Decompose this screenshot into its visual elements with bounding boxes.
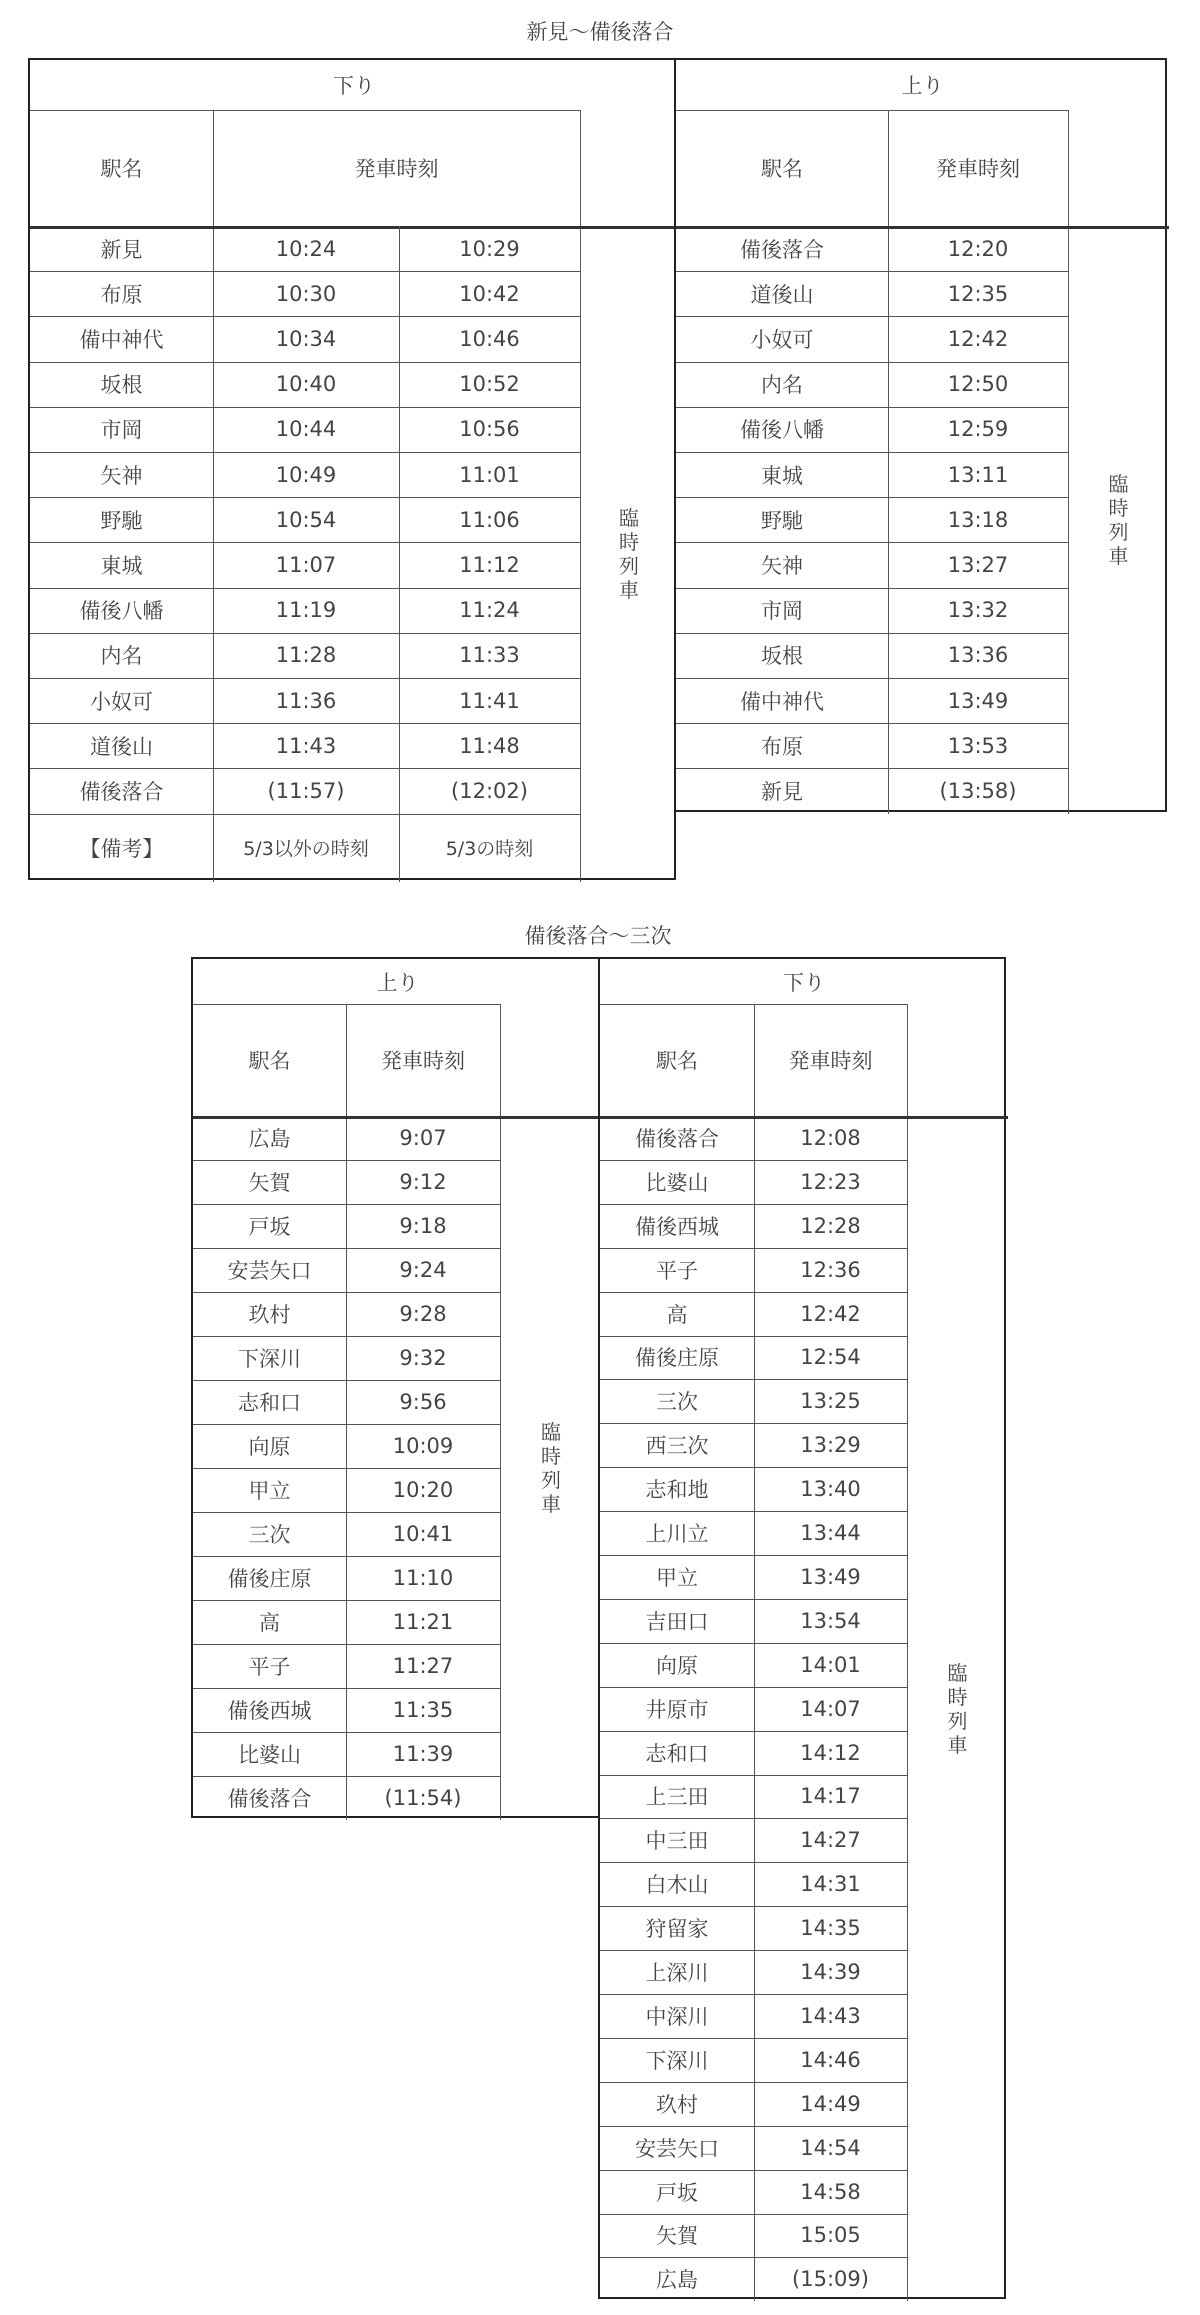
station-name: 野馳	[761, 508, 803, 533]
station-name: 志和口	[645, 1741, 709, 1766]
station-name: 比婆山	[645, 1170, 709, 1195]
departure-time: 11:43	[275, 733, 337, 758]
departure-time: 13:18	[947, 507, 1009, 532]
station-name: 平子	[656, 1258, 698, 1283]
departure-time: 13:44	[800, 1521, 861, 1546]
station-name: 安芸矢口	[227, 1259, 312, 1283]
departure-time: 11:19	[275, 598, 337, 623]
departure-time: 12:23	[800, 1169, 861, 1194]
departure-time: 11:41	[459, 688, 520, 713]
departure-time: 11:27	[392, 1654, 454, 1678]
station-name: 東城	[761, 463, 803, 488]
station-name: 上川立	[645, 1522, 709, 1547]
departure-time: 12:42	[947, 326, 1009, 351]
departure-time: 13:25	[800, 1389, 861, 1414]
departure-time: 11:35	[392, 1698, 454, 1722]
direction-label: 下り	[783, 970, 825, 995]
station-name: 白木山	[645, 1873, 709, 1898]
station-name: 甲立	[656, 1565, 698, 1590]
note-char: 臨	[947, 1660, 968, 1685]
departure-time: 10:42	[459, 281, 520, 306]
departure-time: 9:56	[399, 1390, 447, 1414]
note-char: 車	[619, 577, 639, 602]
station-name: 高	[259, 1611, 280, 1635]
station-name: 矢賀	[248, 1171, 291, 1195]
station-name: 玖村	[248, 1303, 291, 1327]
departure-time: 9:28	[399, 1302, 447, 1326]
departure-time: 14:01	[800, 1652, 861, 1677]
station-name: 道後山	[750, 282, 814, 307]
departure-time: 12:42	[800, 1301, 861, 1326]
station-column-header: 駅名	[100, 157, 143, 181]
station-name: 吉田口	[645, 1609, 709, 1634]
station-name: 新見	[761, 779, 803, 804]
departure-time: 9:12	[399, 1170, 447, 1194]
departure-time: 14:49	[800, 2091, 861, 2116]
departure-time: 10:30	[275, 281, 337, 306]
station-name: 市岡	[100, 418, 143, 443]
departure-time: 13:27	[947, 552, 1009, 577]
station-name: 井原市	[645, 1697, 709, 1722]
direction-label: 上り	[901, 74, 944, 98]
station-name: 坂根	[100, 373, 143, 398]
departure-time: 10:56	[459, 417, 520, 442]
departure-time: 13:49	[947, 688, 1009, 713]
departure-time: 14:35	[800, 1916, 861, 1941]
note-char: 列	[619, 553, 639, 578]
departure-time: 15:05	[800, 2223, 861, 2248]
station-name: 野馳	[100, 508, 143, 533]
departure-time: 14:43	[800, 2003, 861, 2028]
departure-time: 13:36	[947, 643, 1009, 668]
station-column-header: 駅名	[656, 1049, 698, 1073]
departure-time: 11:24	[459, 598, 520, 623]
departure-time: (11:57)	[267, 778, 345, 803]
note-char: 臨	[541, 1420, 561, 1444]
section-title: 備後落合～三次	[524, 924, 672, 948]
departure-time: 11:01	[459, 462, 520, 487]
departure-time-column-header: 発車時刻	[788, 1049, 873, 1073]
departure-time: (11:54)	[384, 1786, 462, 1810]
station-name: 中深川	[645, 2004, 709, 2029]
departure-time: 10:41	[392, 1522, 454, 1546]
departure-time: 11:28	[275, 643, 337, 668]
station-name: 向原	[656, 1653, 698, 1678]
departure-time: 10:49	[275, 462, 337, 487]
note-char: 列	[541, 1468, 561, 1492]
station-name: 三次	[248, 1523, 291, 1547]
departure-time: 12:35	[947, 281, 1009, 306]
station-name: 西三次	[645, 1434, 709, 1459]
departure-time: 11:39	[392, 1742, 454, 1766]
station-name: 備後落合	[740, 237, 824, 262]
departure-time: 12:08	[800, 1125, 861, 1150]
departure-time: 12:20	[947, 236, 1009, 261]
station-name: 下深川	[645, 2048, 709, 2073]
departure-time: 14:07	[800, 1696, 861, 1721]
station-name: 下深川	[238, 1347, 301, 1371]
timetable-section2-down	[598, 957, 1006, 2299]
station-name: 矢神	[761, 553, 803, 578]
note-char: 時	[947, 1684, 968, 1709]
station-name: 備後庄原	[635, 1346, 719, 1371]
station-name: 新見	[100, 237, 143, 262]
departure-time: 13:40	[800, 1477, 861, 1502]
departure-time: 12:28	[800, 1213, 861, 1238]
station-name: 市岡	[761, 599, 803, 624]
departure-time: 10:20	[392, 1478, 454, 1502]
departure-time: (15:09)	[792, 2267, 869, 2292]
departure-time: 13:11	[947, 462, 1009, 487]
departure-time: 14:17	[800, 1784, 861, 1809]
departure-time: 11:48	[459, 733, 520, 758]
station-name: 安芸矢口	[635, 2136, 719, 2161]
departure-time: 10:34	[275, 326, 337, 351]
station-name: 戸坂	[248, 1215, 291, 1239]
station-name: 矢神	[100, 463, 143, 488]
station-name: 上深川	[645, 1961, 709, 1986]
note-char: 車	[541, 1492, 561, 1516]
departure-time: 12:36	[800, 1257, 861, 1282]
departure-time: 10:40	[275, 372, 337, 397]
station-name: 志和口	[238, 1391, 301, 1415]
departure-time-column-header: 発車時刻	[354, 157, 439, 181]
departure-time: 13:32	[947, 598, 1009, 623]
departure-time: 10:24	[275, 236, 337, 261]
station-name: 備後落合	[79, 779, 164, 804]
departure-time: 11:07	[275, 552, 337, 577]
station-column-header: 駅名	[248, 1049, 291, 1073]
station-name: 備中神代	[79, 327, 164, 352]
note-char: 車	[1108, 543, 1129, 568]
station-name: 平子	[248, 1655, 291, 1679]
departure-time: 13:53	[947, 733, 1009, 758]
note-char: 車	[947, 1732, 968, 1757]
station-name: 小奴可	[750, 327, 814, 352]
station-name: 三次	[656, 1390, 698, 1415]
station-column-header: 駅名	[761, 157, 803, 181]
station-name: 布原	[100, 282, 143, 307]
remarks-value: 5/3の時刻	[445, 838, 534, 861]
note-char: 時	[1108, 495, 1129, 520]
station-name: 備後西城	[227, 1699, 312, 1723]
station-name: 布原	[761, 734, 803, 759]
direction-label: 下り	[333, 74, 375, 98]
departure-time: (12:02)	[451, 778, 528, 803]
note-char: 時	[619, 529, 639, 554]
departure-time: 14:12	[800, 1740, 861, 1765]
departure-time: (13:58)	[939, 778, 1017, 803]
station-name: 小奴可	[90, 689, 153, 714]
departure-time: 12:54	[800, 1345, 861, 1370]
station-name: 狩留家	[645, 1917, 709, 1942]
station-name: 道後山	[90, 734, 153, 759]
station-name: 備後落合	[227, 1787, 312, 1811]
station-name: 玖村	[656, 2092, 698, 2117]
station-name: 比婆山	[238, 1743, 301, 1767]
station-name: 備後庄原	[227, 1567, 312, 1591]
station-name: 内名	[100, 644, 143, 669]
departure-time: 14:58	[800, 2179, 861, 2204]
departure-time-column-header: 発車時刻	[381, 1049, 465, 1073]
departure-time: 14:54	[800, 2135, 861, 2160]
departure-time: 9:24	[399, 1258, 447, 1282]
note-char: 列	[947, 1708, 968, 1733]
temporary-train-note	[580, 226, 678, 882]
departure-time: 13:49	[800, 1564, 861, 1589]
station-name: 中三田	[645, 1829, 709, 1854]
departure-time: 10:46	[459, 326, 520, 351]
timetable-section1-down	[28, 58, 676, 880]
departure-time: 11:33	[459, 643, 520, 668]
station-name: 高	[666, 1302, 688, 1327]
note-char: 列	[1108, 519, 1129, 544]
station-name: 矢賀	[656, 2224, 698, 2249]
departure-time: 14:31	[800, 1872, 861, 1897]
station-name: 備中神代	[740, 689, 824, 714]
temporary-train-note	[500, 1116, 602, 1820]
departure-time: 14:46	[800, 2047, 861, 2072]
station-name: 広島	[656, 2268, 698, 2293]
departure-time: 11:10	[392, 1566, 454, 1590]
station-name: 上三田	[645, 1785, 709, 1810]
remarks-label: 【備考】	[79, 836, 164, 861]
departure-time: 12:59	[947, 417, 1009, 442]
station-name: 坂根	[761, 644, 803, 669]
station-name: 向原	[248, 1435, 291, 1459]
departure-time: 14:27	[800, 1828, 861, 1853]
temporary-train-note	[1068, 226, 1169, 814]
departure-time: 11:12	[459, 552, 520, 577]
departure-time: 14:39	[800, 1960, 861, 1985]
timetable-section1-up	[674, 58, 1167, 812]
departure-time-column-header: 発車時刻	[936, 157, 1020, 181]
station-name: 備後西城	[635, 1214, 719, 1239]
departure-time: 10:09	[392, 1434, 454, 1458]
note-char: 臨	[619, 505, 639, 530]
departure-time: 12:50	[947, 372, 1009, 397]
station-name: 内名	[761, 373, 803, 398]
departure-time: 10:54	[275, 507, 337, 532]
station-name: 東城	[100, 553, 143, 578]
departure-time: 10:52	[459, 372, 520, 397]
remarks-value: 5/3以外の時刻	[243, 838, 369, 861]
station-name: 備後八幡	[740, 418, 824, 443]
temporary-train-note	[907, 1116, 1008, 2301]
departure-time: 10:44	[275, 417, 337, 442]
departure-time: 11:21	[392, 1610, 454, 1634]
timetable-section2-up	[191, 957, 600, 1818]
note-char: 臨	[1108, 471, 1129, 496]
departure-time: 9:32	[399, 1346, 447, 1370]
section-title: 新見～備後落合	[526, 20, 674, 44]
departure-time: 13:54	[800, 1608, 861, 1633]
departure-time: 9:18	[399, 1214, 447, 1238]
departure-time: 11:36	[275, 688, 337, 713]
station-name: 甲立	[248, 1479, 291, 1503]
station-name: 備後落合	[635, 1126, 719, 1151]
departure-time: 9:07	[399, 1126, 447, 1150]
note-char: 時	[541, 1444, 561, 1468]
station-name: 志和地	[645, 1478, 709, 1503]
departure-time: 11:06	[459, 507, 520, 532]
departure-time: 13:29	[800, 1433, 861, 1458]
station-name: 備後八幡	[79, 599, 164, 624]
station-name: 戸坂	[656, 2180, 698, 2205]
direction-label: 上り	[376, 970, 419, 995]
station-name: 広島	[248, 1127, 291, 1151]
departure-time: 10:29	[459, 236, 520, 261]
